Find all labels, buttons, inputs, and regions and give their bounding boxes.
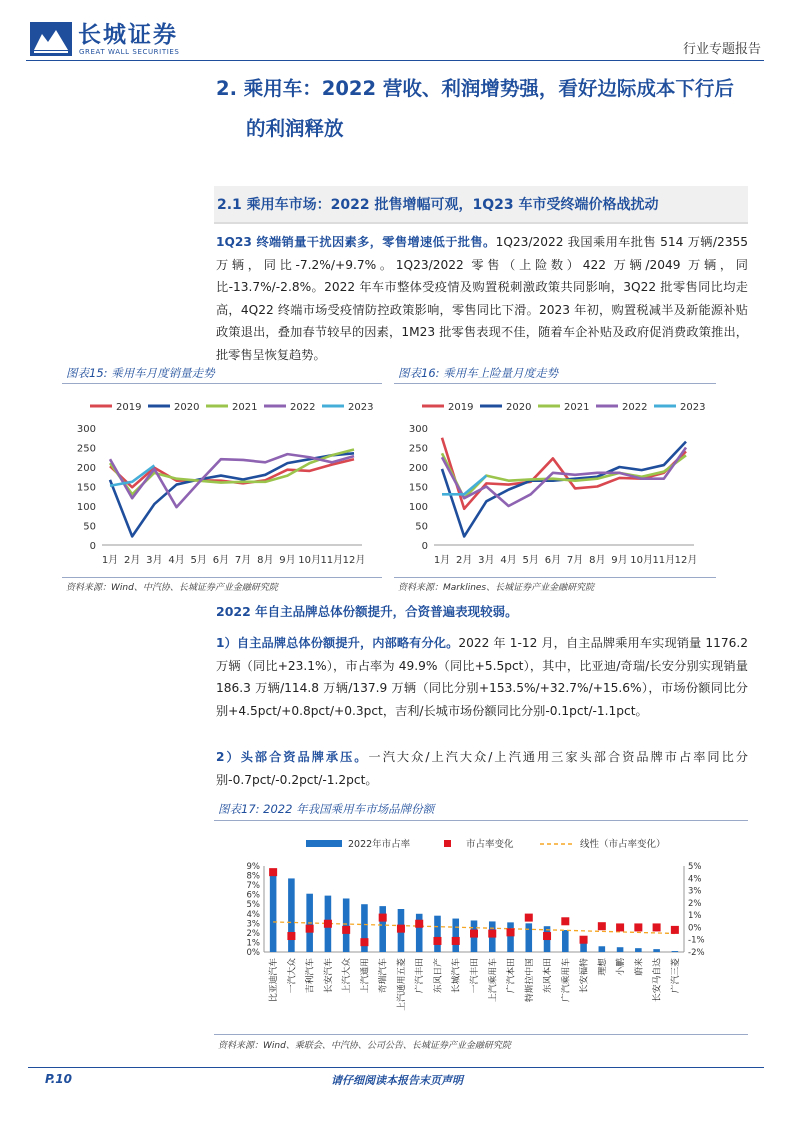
fig17-change-marker: [342, 926, 350, 934]
fig15-xtick: 11月: [320, 555, 344, 566]
paragraph-1-lead: 1Q23 终端销量干扰因素多，零售增速低于批售。: [216, 235, 496, 249]
fig17-source-rule: [214, 1034, 748, 1035]
fig17-category-label: 广汽乘用车: [561, 958, 572, 1002]
fig15-chart: [62, 390, 387, 575]
fig17-category-label: 奇瑞汽车: [378, 958, 389, 994]
fig17-category-label: 比亚迪汽车: [269, 958, 280, 1002]
fig16-source: 资料来源：Marklines、长城证券产业金融研究院: [398, 583, 595, 593]
fig17-change-marker: [561, 917, 569, 925]
fig17-change-marker: [488, 930, 496, 938]
paragraph-2: [216, 632, 748, 722]
fig17-left-tick: 4%: [246, 909, 260, 920]
fig17-change-marker: [306, 925, 314, 933]
fig17-left-tick: 7%: [246, 881, 260, 892]
fig17-change-marker: [525, 914, 533, 922]
fig16-caption-rule: [394, 383, 716, 384]
fig17-category-label: 长安马自达: [652, 958, 663, 1002]
fig17-category-label: 上汽通用: [360, 958, 371, 994]
fig15-ytick: 0: [89, 541, 96, 552]
fig15-xtick: 1月: [101, 555, 119, 566]
fig17-right-tick: 4%: [688, 874, 702, 885]
great-wall-logo-icon: [30, 22, 72, 56]
page-number: P.10: [45, 1072, 72, 1086]
subsection-title: 2.1 乘用车市场：2022 批售增幅可观，1Q23 车市受终端价格战扰动: [217, 197, 659, 213]
fig16-xtick: 2月: [455, 555, 473, 566]
logo-subtext: GREAT WALL SECURITIES: [79, 48, 180, 56]
paragraph-1-body: 1Q23/2022 我国乘用车批售 514 万辆/2355 万辆，同比-7.2%/+9.7%。1Q23/2022 零售（上险数）422 万辆/2049 万辆，同比-13.7%/-2.8%。2022 年车市整体受疫情及购置税刺激政策共同影响，3Q22 批零售同比均走高，4Q22 终端市场受疫情防控政策影响，零售同比下滑。2023 年初，购置税减半及新能源补贴政策退出，叠加春节较早的因素，1M23 批零售表现不佳，随着车企补贴及政府促消费政策推出，批零售呈恢复趋势。: [216, 235, 749, 362]
fig16-xtick: 5月: [522, 555, 539, 566]
fig17-bar: [507, 922, 514, 952]
fig17-right-tick: 2%: [688, 898, 702, 909]
fig15-legend-label-2019: 2019: [116, 402, 142, 413]
fig16-xtick: 8月: [589, 555, 606, 566]
section-title-line1: 2. 乘用车：2022 营收、利润增势强，看好边际成本下行后: [216, 77, 734, 100]
fig15-ytick: 200: [76, 463, 96, 474]
fig17-left-tick: 2%: [246, 928, 260, 939]
fig17-left-tick: 0%: [246, 948, 260, 958]
fig17-change-marker: [397, 925, 405, 933]
fig15-xtick: 4月: [168, 555, 185, 566]
fig16-xtick: 4月: [500, 555, 517, 566]
section-title-line2: 的利润释放: [246, 117, 344, 140]
fig17-change-marker: [452, 937, 460, 945]
report-type: 行业专题报告: [682, 42, 761, 57]
fig17-category-label: 蔚来: [634, 958, 645, 976]
fig17-category-label: 吉利汽车: [305, 958, 316, 994]
fig17-category-label: 长安汽车: [323, 958, 334, 994]
paragraph-2-body: 2022 年 1-12 月，自主品牌乘用车实现销量 1176.2 万辆（同比+23.1%），市占率为 49.9%（同比+5.5pct），其中，比亚迪/奇瑞/长安分别实现销量 186.3 万辆/114.8 万辆/137.9 万辆（同比分别+153.5%/+32.7%/+15.6%），市场份额同比分别+4.5pct/+0.8pct/+0.3pct，吉利/长城市场份额同比分别-0.1pct/-1.1pct。: [216, 636, 748, 718]
fig15-xtick: 2月: [123, 555, 141, 566]
paragraph-3: [216, 746, 748, 791]
fig16-legend-label-2020: 2020: [506, 402, 532, 413]
paragraph-2-lead: 1）自主品牌总体份额提升，内部略有分化。: [216, 636, 459, 650]
fig16-series-2020: [442, 442, 686, 537]
fig17-category-label: 东风日产: [433, 958, 444, 994]
fig17-change-marker: [634, 923, 642, 931]
fig17-bar: [562, 930, 569, 952]
fig15-series-2022: [110, 454, 354, 507]
fig17-bar: [434, 916, 441, 952]
fig15-xtick: 12月: [342, 555, 366, 566]
fig17-change-marker: [324, 920, 332, 928]
fig17-right-tick: 5%: [688, 862, 702, 872]
fig16-source-rule: [394, 577, 716, 578]
fig15-xtick: 10月: [298, 555, 322, 566]
fig17-right-tick: 1%: [688, 911, 702, 922]
fig17-bar: [599, 946, 606, 952]
fig15-legend-label-2020: 2020: [174, 402, 200, 413]
logo-text: 长城证券: [78, 22, 178, 48]
fig15-source: 资料来源：Wind、中汽协、长城证券产业金融研究院: [66, 583, 278, 593]
fig15-xtick: 3月: [146, 555, 163, 566]
paragraph-3-body: 一汽大众/上汽大众/上汽通用三家头部合资品牌市占率同比分别-0.7pct/-0.2pct/-1.2pct。: [216, 750, 748, 787]
fig17-change-marker: [653, 923, 661, 931]
fig17-category-label: 广汽丰田: [415, 958, 426, 994]
fig17-change-marker: [287, 932, 295, 940]
fig17-left-tick: 5%: [246, 900, 260, 911]
header-rule: [26, 60, 764, 61]
fig17-category-label: 上汽通用五菱: [396, 958, 407, 1011]
fig17-change-marker: [433, 937, 441, 945]
fig15-caption: 图表15: 乘用车月度销量走势: [66, 366, 215, 380]
fig17-right-tick: 3%: [688, 886, 702, 897]
fig17-left-tick: 6%: [246, 890, 260, 901]
fig17-change-marker: [671, 926, 679, 934]
fig17-legend-swatch-change: [444, 840, 451, 847]
fig17-bar: [343, 898, 350, 952]
fig17-category-label: 小鹏: [616, 958, 627, 976]
fig17-right-tick: 0%: [688, 923, 702, 934]
fig15-xtick: 5月: [190, 555, 207, 566]
fig17-category-label: 东风本田: [543, 958, 554, 994]
fig17-category-label: 上汽乘用车: [488, 958, 499, 1002]
fig16-ytick: 250: [408, 443, 428, 455]
fig16-caption: 图表16: 乘用车上险量月度走势: [398, 366, 559, 380]
fig17-legend-label-trend: 线性（市占率变化）: [580, 839, 666, 850]
fig17-caption: 图表17: 2022 年我国乘用车市场品牌份额: [218, 802, 435, 816]
fig17-chart: [214, 826, 748, 1034]
fig16-ytick: 200: [408, 463, 428, 474]
fig17-caption-rule: [214, 820, 748, 821]
fig17-category-label: 特斯拉中国: [524, 958, 535, 1002]
fig16-xtick: 9月: [611, 555, 628, 566]
fig15-legend-label-2023: 2023: [348, 402, 374, 413]
fig16-xtick: 1月: [433, 555, 451, 566]
fig16-legend-label-2022: 2022: [622, 402, 648, 413]
fig16-legend-label-2023: 2023: [680, 402, 706, 413]
subheading: 2022 年自主品牌总体份额提升，合资普遍表现较弱。: [216, 604, 518, 619]
fig15-ytick: 50: [83, 521, 96, 533]
fig15-ytick: 150: [76, 482, 96, 494]
fig17-change-marker: [543, 932, 551, 940]
fig17-change-marker: [470, 930, 478, 938]
fig17-legend-label-change: 市占率变化: [466, 839, 514, 850]
fig17-category-label: 一汽丰田: [470, 958, 480, 994]
fig17-bar: [653, 949, 660, 952]
fig17-right-tick: -1%: [688, 935, 705, 946]
fig16-xtick: 6月: [544, 555, 562, 566]
fig15-ytick: 250: [76, 443, 96, 455]
fig16-xtick: 11月: [652, 555, 676, 566]
fig17-change-marker: [360, 938, 368, 946]
fig16-xtick: 7月: [566, 555, 584, 566]
fig16-ytick: 50: [415, 521, 428, 533]
fig16-xtick: 12月: [674, 555, 698, 566]
fig17-right-tick: -2%: [688, 948, 705, 958]
fig17-change-marker: [507, 928, 515, 936]
fig17-bar: [525, 923, 532, 952]
fig17-bar: [635, 948, 642, 952]
fig17-left-tick: 1%: [246, 938, 260, 949]
footer-disclaimer: 请仔细阅读本报告末页声明: [331, 1074, 463, 1087]
fig17-legend-label-share: 2022年市占率: [348, 839, 411, 850]
fig16-legend-label-2021: 2021: [564, 402, 590, 413]
fig15-xtick: 8月: [257, 555, 274, 566]
fig16-legend-label-2019: 2019: [448, 402, 474, 413]
fig17-source: 资料来源：Wind、乘联会、中汽协、公司公告、长城证券产业金融研究院: [218, 1041, 511, 1051]
fig15-xtick: 9月: [279, 555, 296, 566]
fig15-xtick: 6月: [212, 555, 230, 566]
fig17-category-label: 长城汽车: [451, 958, 462, 994]
fig17-bar: [617, 947, 624, 952]
fig16-ytick: 0: [421, 541, 428, 552]
fig16-xtick: 3月: [478, 555, 495, 566]
footer-rule: [28, 1067, 764, 1068]
fig17-bar: [270, 873, 277, 952]
fig17-category-label: 上汽大众: [342, 958, 353, 994]
fig15-series-2020: [110, 453, 354, 536]
fig16-ytick: 150: [408, 482, 428, 494]
fig17-bar: [416, 914, 423, 952]
fig17-bar: [672, 951, 679, 952]
fig17-category-label: 理想: [597, 958, 608, 976]
fig17-left-tick: 8%: [246, 871, 260, 882]
fig17-category-label: 广汽本田: [506, 958, 517, 994]
fig17-change-marker: [616, 923, 624, 931]
fig16-ytick: 300: [408, 424, 428, 435]
fig17-category-label: 一汽大众: [287, 958, 298, 994]
fig17-left-tick: 3%: [246, 919, 260, 930]
fig16-ytick: 100: [408, 502, 428, 513]
fig15-caption-rule: [62, 383, 382, 384]
fig17-change-marker: [379, 914, 387, 922]
paragraph-1: [216, 231, 748, 367]
fig17-category-label: 长安福特: [579, 958, 590, 994]
fig17-change-marker: [269, 868, 277, 876]
fig17-legend-swatch-share: [306, 840, 342, 847]
fig17-change-marker: [598, 922, 606, 930]
fig15-ytick: 100: [76, 502, 96, 513]
paragraph-3-lead: 2）头部合资品牌承压。: [216, 750, 369, 764]
fig17-bar: [452, 919, 459, 952]
fig17-change-marker: [580, 936, 588, 944]
fig16-xtick: 10月: [630, 555, 654, 566]
fig17-left-tick: 9%: [246, 862, 260, 872]
fig17-bar: [288, 878, 295, 952]
fig15-legend-label-2022: 2022: [290, 402, 316, 413]
fig15-xtick: 7月: [234, 555, 252, 566]
fig17-change-marker: [415, 920, 423, 928]
fig15-legend-label-2021: 2021: [232, 402, 258, 413]
fig16-chart: [394, 390, 719, 575]
fig15-source-rule: [62, 577, 382, 578]
fig15-ytick: 300: [76, 424, 96, 435]
fig17-category-label: 广汽三菱: [670, 958, 681, 994]
fig17-bar: [379, 906, 386, 952]
